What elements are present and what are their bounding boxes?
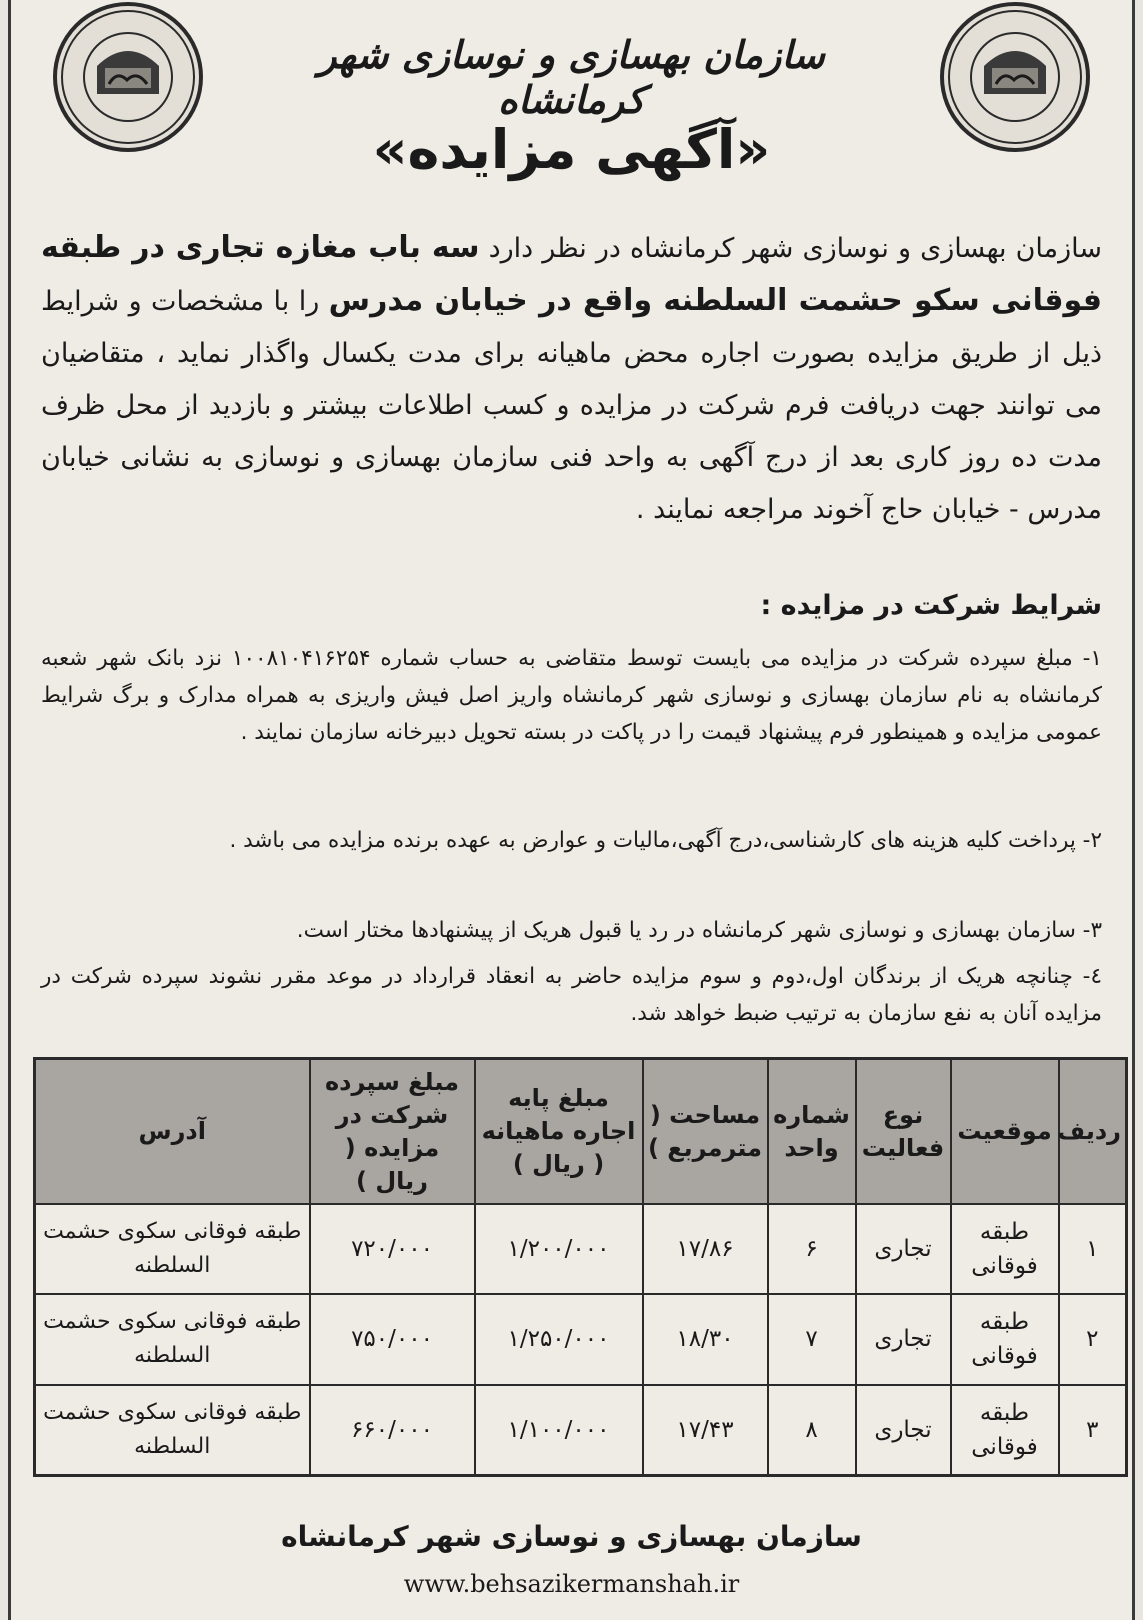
- header-deposit: مبلغ سپرده شرکت در مزایده ( ریال ): [310, 1059, 475, 1205]
- cell-location: طبقه فوقانی: [951, 1204, 1059, 1294]
- condition-item: ۳- سازمان بهسازی و نوسازی شهر کرمانشاه در رد یا قبول هریک از پیشنهادها مختار است.: [296, 918, 1102, 943]
- organization-seal-left: [53, 2, 203, 152]
- cell-row-number: ۳: [1059, 1385, 1127, 1476]
- header-activity: نوع فعالیت: [856, 1059, 951, 1205]
- organization-title: سازمان بهسازی و نوسازی شهر کرمانشاه: [318, 32, 825, 122]
- cell-activity: تجاری: [856, 1385, 951, 1476]
- notice-title: «آگهی مزایده»: [372, 118, 771, 181]
- header-location: موقعیت: [951, 1059, 1059, 1205]
- cell-deposit: ۷۲۰/۰۰۰: [310, 1204, 475, 1294]
- cell-base-rent: ۱/۱۰۰/۰۰۰: [475, 1385, 643, 1476]
- condition-item: ۲- پرداخت کلیه هزینه های کارشناسی،درج آگهی،مالیات و عوارض به عهده برنده مزایده می باشد .: [229, 828, 1102, 853]
- conditions-heading: شرایط شرکت در مزایده :: [760, 590, 1102, 621]
- seal-emblem-icon: [57, 6, 199, 148]
- organization-seal-right: [940, 2, 1090, 152]
- table-header-row: [35, 1059, 1127, 1205]
- condition-item: ۱- مبلغ سپرده شرکت در مزایده می بایست توسط متقاضی به حساب شماره ۱۰۰۸۱۰۴۱۶۲۵۴ نزد بانک شهر شعبه کرمانشاه به نام سازمان بهسازی و نوسازی شهر کرمانشاه واریز اصل فیش واریزی به همراه مدارک و برگ شرایط عمومی مزایده و همینطور فرم پیشنهاد قیمت را در پاکت در بسته تحویل دبیرخانه سازمان نمایند .: [41, 646, 1102, 745]
- cell-area: ۱۷/۴۳: [643, 1385, 768, 1476]
- cell-base-rent: ۱/۲۰۰/۰۰۰: [475, 1204, 643, 1294]
- auction-table: [33, 1057, 1128, 1477]
- cell-location: طبقه فوقانی: [951, 1385, 1059, 1476]
- cell-deposit: ۷۵۰/۰۰۰: [310, 1294, 475, 1384]
- cell-unit: ۶: [768, 1204, 856, 1294]
- cell-area: ۱۸/۳۰: [643, 1294, 768, 1384]
- intro-text-end: را با مشخصات و شرایط ذیل از طریق مزایده بصورت اجاره محض ماهیانه برای مدت یکسال واگذار نماید ، متقاضیان می توانند جهت دریافت فرم شرکت در مزایده و کسب اطلاعات بیشتر و بازدید از محل ظرف مدت ده روز کاری بعد از درج آگهی به واحد فنی سازمان بهسازی و نوسازی به نشانی خیابان مدرس - خیابان حاج آخوند مراجعه نمایند .: [41, 286, 1102, 525]
- cell-unit: ۸: [768, 1385, 856, 1476]
- condition-item: ٤- چنانچه هریک از برندگان اول،دوم و سوم مزایده حاضر به انعقاد قرارداد در موعد مقرر نشوند سپرده شرکت در مزایده آنان به نفع سازمان به ترتیب ضبط خواهد شد.: [41, 964, 1102, 1026]
- table-row: [35, 1385, 1127, 1476]
- intro-highlight: سه باب مغازه تجاری در طبقه فوقانی سکو حشمت السلطنه واقع در خیابان مدرس: [41, 230, 1103, 318]
- table-row: [35, 1204, 1127, 1294]
- cell-base-rent: ۱/۲۵۰/۰۰۰: [475, 1294, 643, 1384]
- notice-page: [8, 0, 1135, 1620]
- header-row-number: ردیف: [1059, 1059, 1127, 1205]
- cell-location: طبقه فوقانی: [951, 1294, 1059, 1384]
- intro-paragraph: [41, 222, 1102, 536]
- intro-text-start: سازمان بهسازی و نوسازی شهر کرمانشاه در نظر دارد: [479, 233, 1102, 264]
- footer-website-link[interactable]: www.behsazikermanshah.ir: [403, 1570, 740, 1598]
- header-address: آدرس: [35, 1059, 310, 1205]
- header-unit: شماره واحد: [768, 1059, 856, 1205]
- header-base-rent: مبلغ پایه اجاره ماهیانه ( ریال ): [475, 1059, 643, 1205]
- header-area: مساحت ( مترمربع ): [643, 1059, 768, 1205]
- cell-deposit: ۶۶۰/۰۰۰: [310, 1385, 475, 1476]
- cell-row-number: ۱: [1059, 1204, 1127, 1294]
- cell-activity: تجاری: [856, 1294, 951, 1384]
- cell-unit: ۷: [768, 1294, 856, 1384]
- cell-row-number: ۲: [1059, 1294, 1127, 1384]
- footer-organization: سازمان بهسازی و نوسازی شهر کرمانشاه: [281, 1520, 862, 1553]
- cell-activity: تجاری: [856, 1204, 951, 1294]
- cell-address: طبقه فوقانی سکوی حشمت السلطنه: [35, 1294, 310, 1384]
- cell-area: ۱۷/۸۶: [643, 1204, 768, 1294]
- cell-address: طبقه فوقانی سکوی حشمت السلطنه: [35, 1385, 310, 1476]
- cell-address: طبقه فوقانی سکوی حشمت السلطنه: [35, 1204, 310, 1294]
- seal-emblem-icon: [944, 6, 1086, 148]
- table-row: [35, 1294, 1127, 1384]
